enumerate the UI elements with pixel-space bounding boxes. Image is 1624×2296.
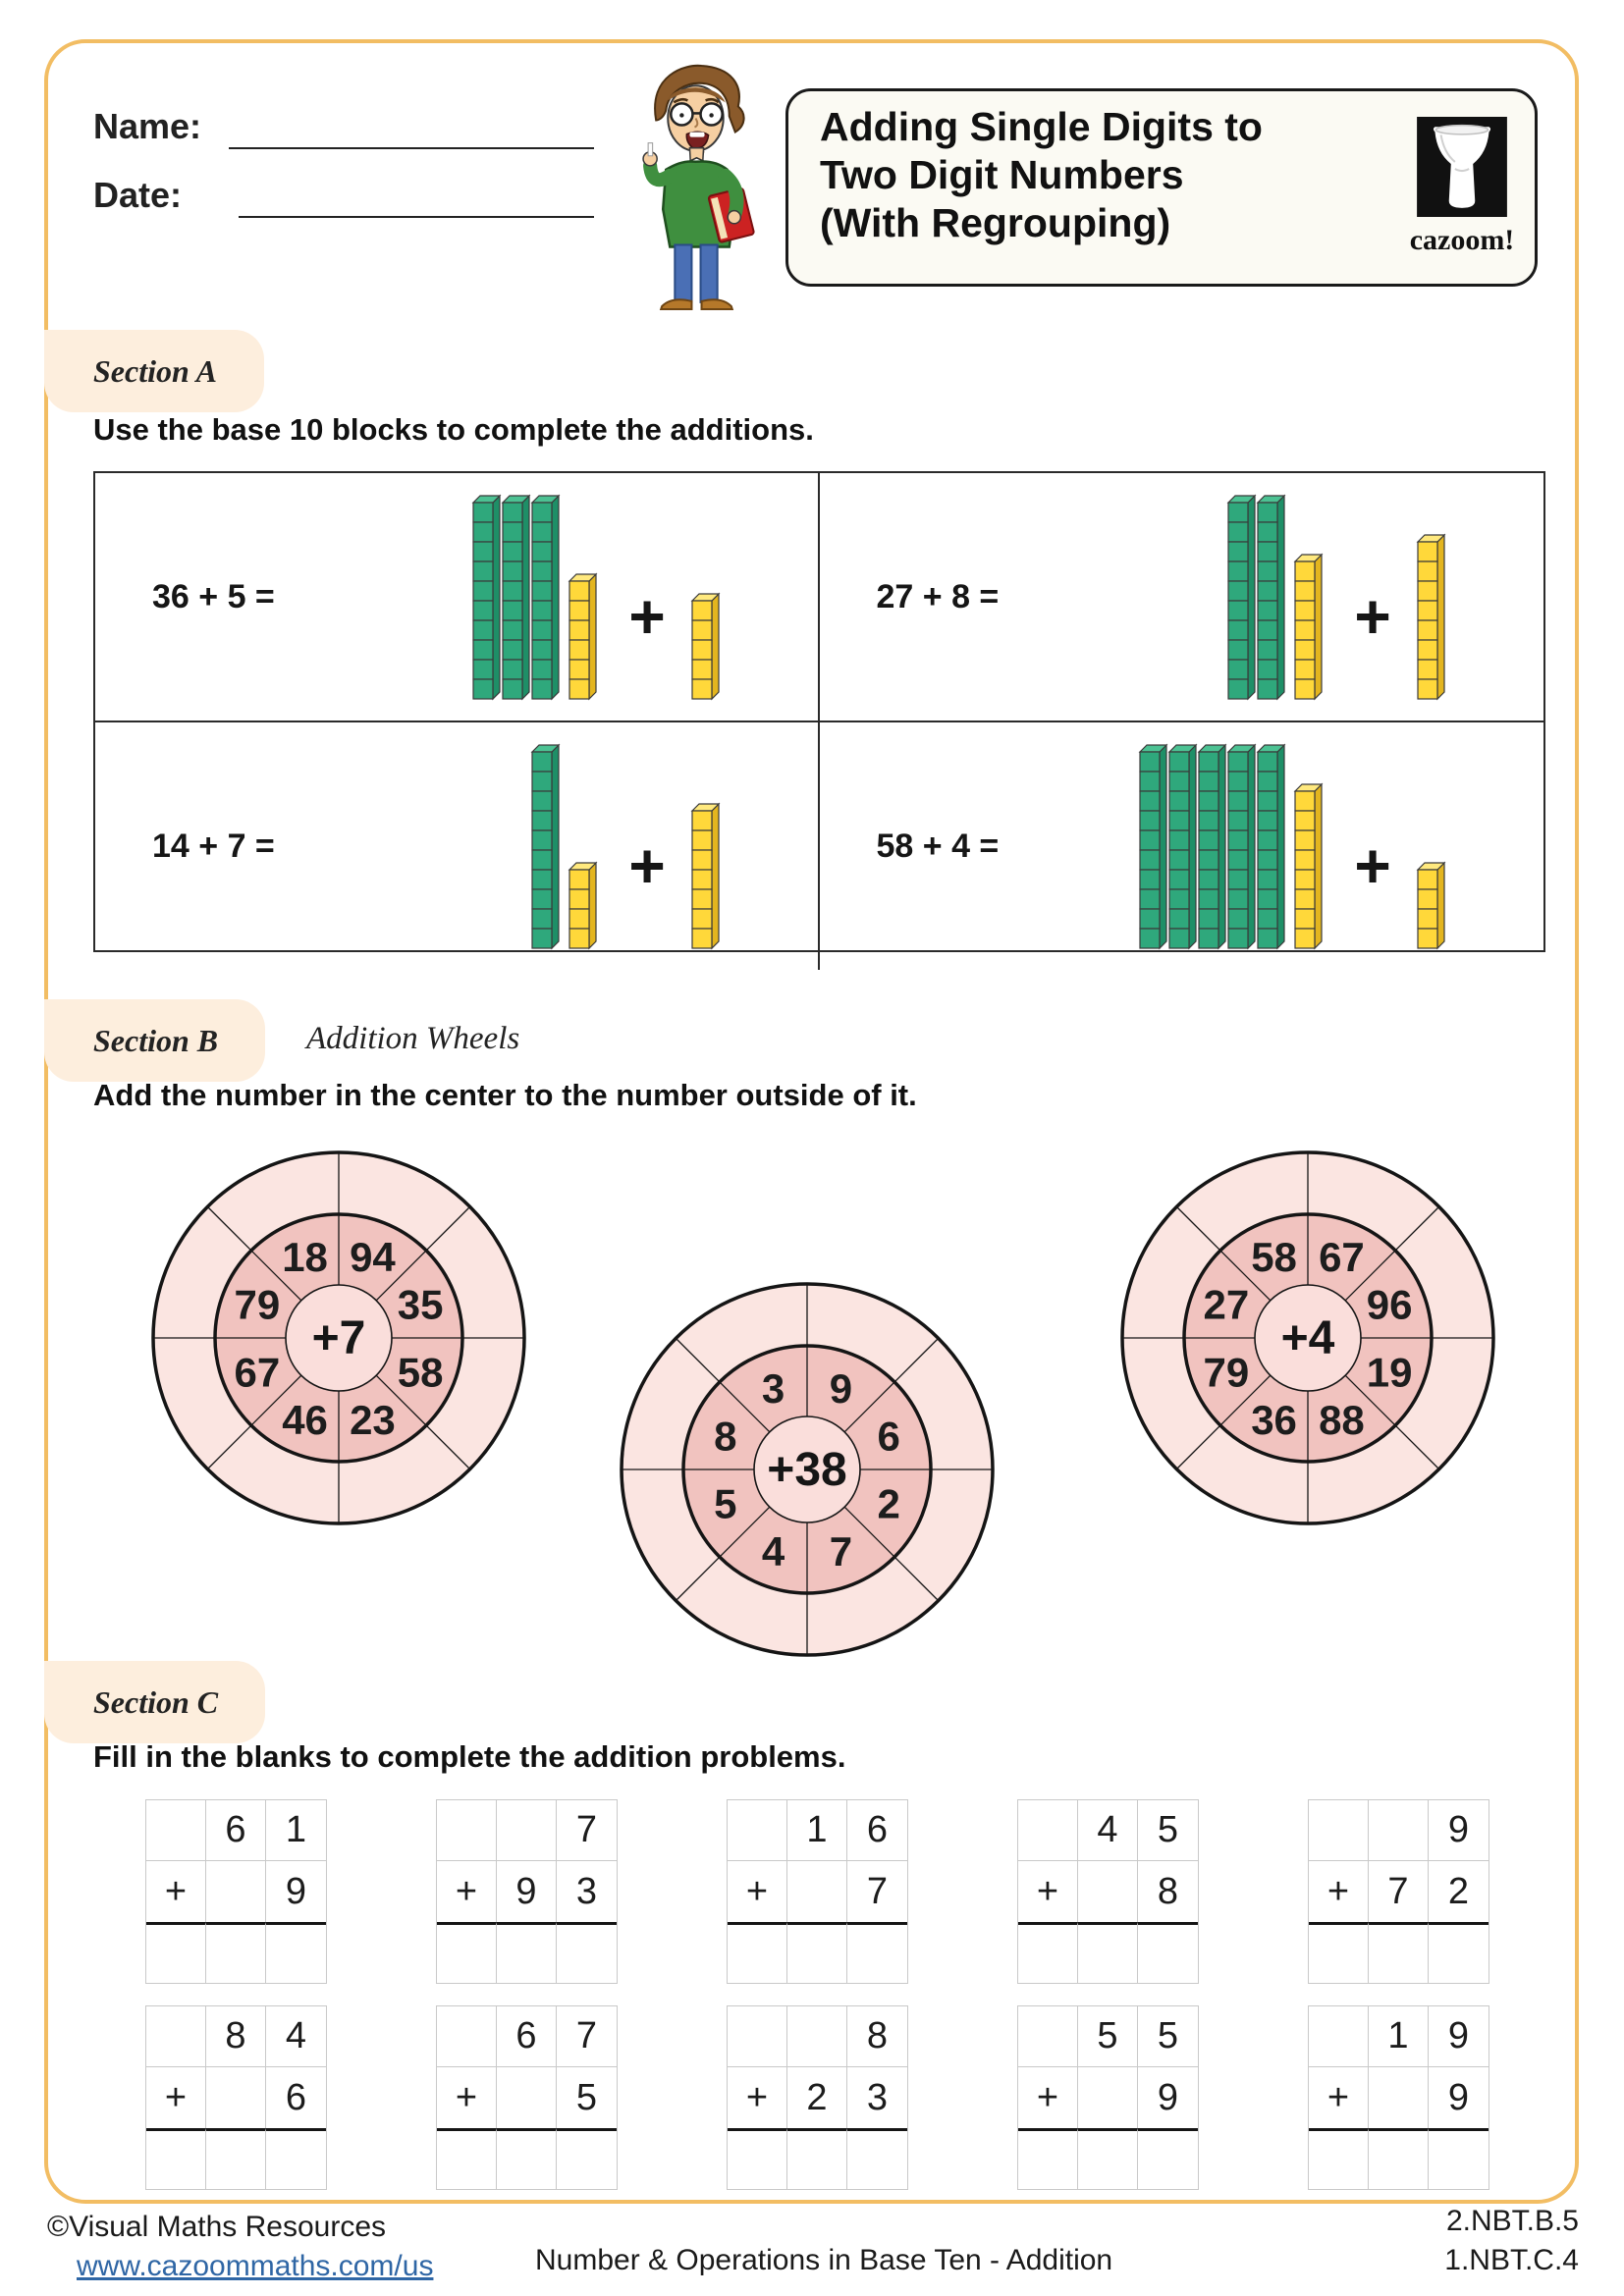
blank-cell[interactable] xyxy=(1369,1800,1429,1861)
blank-cell[interactable] xyxy=(1078,2067,1138,2128)
addition-problem-grid xyxy=(727,2005,908,2190)
wheel-number: 9 xyxy=(829,1364,853,1412)
date-line[interactable] xyxy=(239,214,594,218)
digit-cell: + xyxy=(437,2067,497,2128)
wheel-number: 67 xyxy=(234,1349,281,1396)
digit-cell: 6 xyxy=(206,1800,266,1861)
addition-equation-label: 27 + 8 = xyxy=(876,577,1000,615)
wheel-number: 67 xyxy=(1319,1233,1365,1280)
section-a-label: Section A xyxy=(44,330,264,412)
cazoom-logo xyxy=(1407,117,1517,257)
blank-cell[interactable] xyxy=(1018,2006,1078,2067)
wheel-number: 79 xyxy=(234,1281,281,1328)
digit-cell: 1 xyxy=(1369,2006,1429,2067)
digit-cell: 5 xyxy=(1138,2006,1198,2067)
answer-cell[interactable] xyxy=(1018,2128,1078,2189)
addition-equation-label: 58 + 4 = xyxy=(876,827,1000,865)
blank-cell[interactable] xyxy=(1309,2006,1369,2067)
wheel-number: 2 xyxy=(877,1480,900,1527)
digit-cell: 4 xyxy=(1078,1800,1138,1861)
blank-cell[interactable] xyxy=(497,1800,557,1861)
wheel-number: 8 xyxy=(714,1413,737,1460)
answer-cell[interactable] xyxy=(1429,1922,1489,1983)
wheel-number: 58 xyxy=(397,1349,444,1396)
answer-cell[interactable] xyxy=(266,1922,326,1983)
digit-cell: 5 xyxy=(1078,2006,1138,2067)
wheel-number: 58 xyxy=(1251,1233,1297,1280)
wheel-number: 35 xyxy=(397,1281,444,1328)
addition-problem-grid xyxy=(145,2005,327,2190)
plus-sign: + xyxy=(1354,581,1391,652)
blank-cell[interactable] xyxy=(1018,1800,1078,1861)
digit-cell: 7 xyxy=(1369,1861,1429,1922)
answer-cell[interactable] xyxy=(1018,1922,1078,1983)
answer-cell[interactable] xyxy=(557,2128,617,2189)
standard-code-1: 2.NBT.B.5 xyxy=(1445,2205,1579,2237)
answer-cell[interactable] xyxy=(266,2128,326,2189)
blank-cell[interactable] xyxy=(206,1861,266,1922)
wheel-number: 19 xyxy=(1366,1349,1413,1396)
addition-wheel[interactable] xyxy=(142,1142,535,1534)
wheel-number: 46 xyxy=(282,1397,328,1444)
addition-wheel[interactable] xyxy=(611,1273,1003,1666)
digit-cell: 6 xyxy=(847,1800,907,1861)
name-label: Name: xyxy=(93,106,202,146)
section-b-instruction: Add the number in the center to the number outside of it. xyxy=(93,1078,917,1112)
section-c-instruction: Fill in the blanks to complete the addition problems. xyxy=(93,1739,846,1774)
base10-cell[interactable] xyxy=(820,722,1544,970)
answer-cell[interactable] xyxy=(1369,1922,1429,1983)
addition-problem-grid xyxy=(436,1799,618,1984)
digit-cell: 6 xyxy=(497,2006,557,2067)
addition-problem-grid xyxy=(1017,1799,1199,1984)
base10-table xyxy=(93,471,1545,952)
wheel-center-operation: +38 xyxy=(767,1444,847,1496)
answer-cell[interactable] xyxy=(557,1922,617,1983)
base10-blocks xyxy=(1222,473,1457,709)
cazoom-drum-icon xyxy=(1417,117,1507,217)
addition-equation-label: 14 + 7 = xyxy=(152,827,275,865)
base10-cell[interactable] xyxy=(820,473,1544,722)
digit-cell: 8 xyxy=(847,2006,907,2067)
wheel-number: 88 xyxy=(1319,1397,1365,1444)
digit-cell: + xyxy=(728,2067,787,2128)
answer-cell[interactable] xyxy=(787,1922,847,1983)
digit-cell: 8 xyxy=(1157,1870,1179,1912)
wheel-number: 94 xyxy=(350,1233,396,1280)
base10-cell[interactable] xyxy=(95,722,820,970)
digit-cell: 2 xyxy=(1447,1870,1470,1912)
base10-blocks xyxy=(1134,722,1457,958)
wheel-center-operation: +7 xyxy=(311,1312,366,1364)
addition-problem-grid xyxy=(436,2005,618,2190)
digit-cell: 9 xyxy=(285,1870,307,1912)
answer-cell[interactable] xyxy=(146,2128,206,2189)
blank-cell[interactable] xyxy=(787,2006,847,2067)
footer-copyright: ©Visual Maths Resources xyxy=(47,2211,387,2243)
wheel-number: 27 xyxy=(1203,1281,1250,1328)
addition-problem-grid xyxy=(1017,2005,1199,2190)
digit-cell: 7 xyxy=(557,1800,617,1861)
digit-cell: 9 xyxy=(1429,1800,1489,1861)
worksheet-title: Adding Single Digits to Two Digit Numbers (With Regrouping) xyxy=(820,104,1263,245)
wheel-number: 3 xyxy=(761,1364,785,1412)
answer-cell[interactable] xyxy=(1138,2128,1198,2189)
base10-cell[interactable] xyxy=(95,473,820,722)
section-c-label: Section C xyxy=(44,1661,265,1743)
name-line[interactable] xyxy=(229,145,594,149)
answer-cell[interactable] xyxy=(728,2128,787,2189)
addition-wheel-graphic xyxy=(142,1142,535,1534)
section-b-subtitle: Addition Wheels xyxy=(306,1021,520,1056)
answer-cell[interactable] xyxy=(1309,2128,1369,2189)
digit-cell: 7 xyxy=(866,1870,889,1912)
plus-sign: + xyxy=(627,830,666,901)
answer-cell[interactable] xyxy=(847,2128,907,2189)
answer-cell[interactable] xyxy=(497,2128,557,2189)
answer-cell[interactable] xyxy=(728,1922,787,1983)
digit-cell: + xyxy=(1018,1861,1078,1922)
section-a-instruction: Use the base 10 blocks to complete the additions. xyxy=(93,412,814,447)
digit-cell: 9 xyxy=(1429,2006,1489,2067)
digit-cell: 9 xyxy=(1157,2076,1179,2118)
wheel-number: 6 xyxy=(877,1413,900,1460)
digit-cell: 1 xyxy=(787,1800,847,1861)
digit-cell: + xyxy=(1018,2067,1078,2128)
wheel-number: 79 xyxy=(1203,1349,1250,1396)
digit-cell: 3 xyxy=(575,1870,598,1912)
blank-cell[interactable] xyxy=(1078,1861,1138,1922)
base10-blocks xyxy=(526,722,731,958)
footer-topic: Number & Operations in Base Ten - Addition xyxy=(535,2244,1113,2276)
wheel-number: 7 xyxy=(829,1528,853,1575)
answer-cell[interactable] xyxy=(437,2128,497,2189)
addition-problem-grid xyxy=(1308,2005,1489,2190)
blank-cell[interactable] xyxy=(728,1800,787,1861)
blank-cell[interactable] xyxy=(1309,1800,1369,1861)
answer-cell[interactable] xyxy=(787,2128,847,2189)
plus-sign: + xyxy=(627,581,666,652)
section-b-label: Section B xyxy=(44,999,265,1082)
plus-sign: + xyxy=(1354,830,1391,901)
blank-cell[interactable] xyxy=(437,1800,497,1861)
digit-cell: 2 xyxy=(787,2067,847,2128)
answer-cell[interactable] xyxy=(1369,2128,1429,2189)
answer-cell[interactable] xyxy=(497,1922,557,1983)
base10-blocks xyxy=(467,473,731,709)
addition-wheel[interactable] xyxy=(1111,1142,1504,1534)
blank-cell[interactable] xyxy=(728,2006,787,2067)
addition-problem-grid xyxy=(1308,1799,1489,1984)
digit-cell: 4 xyxy=(266,2006,326,2067)
digit-cell: + xyxy=(1309,1861,1369,1922)
digit-cell: + xyxy=(728,1861,787,1922)
addition-problem-grid xyxy=(145,1799,327,1984)
answer-cell[interactable] xyxy=(1078,2128,1138,2189)
digit-cell: + xyxy=(1309,2067,1369,2128)
answer-cell[interactable] xyxy=(1309,1922,1369,1983)
digit-cell: 9 xyxy=(497,1861,557,1922)
wheel-number: 36 xyxy=(1251,1397,1297,1444)
answer-cell[interactable] xyxy=(847,1922,907,1983)
answer-cell[interactable] xyxy=(146,1922,206,1983)
answer-cell[interactable] xyxy=(1429,2128,1489,2189)
blank-cell[interactable] xyxy=(497,2067,557,2128)
digit-cell: 5 xyxy=(575,2076,598,2118)
digit-cell: + xyxy=(146,1861,206,1922)
title-box xyxy=(785,88,1538,287)
teacher-illustration xyxy=(607,59,788,316)
answer-cell[interactable] xyxy=(206,1922,266,1983)
blank-cell[interactable] xyxy=(437,2006,497,2067)
digit-cell: 1 xyxy=(266,1800,326,1861)
answer-cell[interactable] xyxy=(1078,1922,1138,1983)
wheel-number: 5 xyxy=(714,1480,737,1527)
addition-wheel-graphic xyxy=(611,1273,1003,1666)
blank-cell[interactable] xyxy=(146,1800,206,1861)
answer-cell[interactable] xyxy=(206,2128,266,2189)
digit-cell: + xyxy=(437,1861,497,1922)
wheel-number: 96 xyxy=(1366,1281,1413,1328)
digit-cell: 3 xyxy=(866,2076,889,2118)
wheel-number: 4 xyxy=(761,1528,785,1575)
wheel-number: 18 xyxy=(282,1233,328,1280)
answer-cell[interactable] xyxy=(437,1922,497,1983)
digit-cell: + xyxy=(146,2067,206,2128)
digit-cell: 8 xyxy=(206,2006,266,2067)
blank-cell[interactable] xyxy=(1369,2067,1429,2128)
digit-cell: 9 xyxy=(1447,2076,1470,2118)
digit-cell: 5 xyxy=(1138,1800,1198,1861)
blank-cell[interactable] xyxy=(787,1861,847,1922)
answer-cell[interactable] xyxy=(1138,1922,1198,1983)
cazoom-logo-text: cazoom! xyxy=(1409,224,1515,256)
blank-cell[interactable] xyxy=(206,2067,266,2128)
addition-problem-grid xyxy=(727,1799,908,1984)
footer-url-link[interactable]: www.cazoommaths.com/us xyxy=(77,2250,434,2282)
addition-wheel-graphic xyxy=(1111,1142,1504,1534)
digit-cell: 6 xyxy=(285,2076,307,2118)
wheel-center-operation: +4 xyxy=(1280,1312,1335,1364)
addition-equation-label: 36 + 5 = xyxy=(152,577,275,615)
digit-cell: 7 xyxy=(557,2006,617,2067)
wheel-number: 23 xyxy=(350,1397,396,1444)
blank-cell[interactable] xyxy=(146,2006,206,2067)
date-label: Date: xyxy=(93,175,183,215)
standard-code-2: 1.NBT.C.4 xyxy=(1444,2244,1579,2276)
